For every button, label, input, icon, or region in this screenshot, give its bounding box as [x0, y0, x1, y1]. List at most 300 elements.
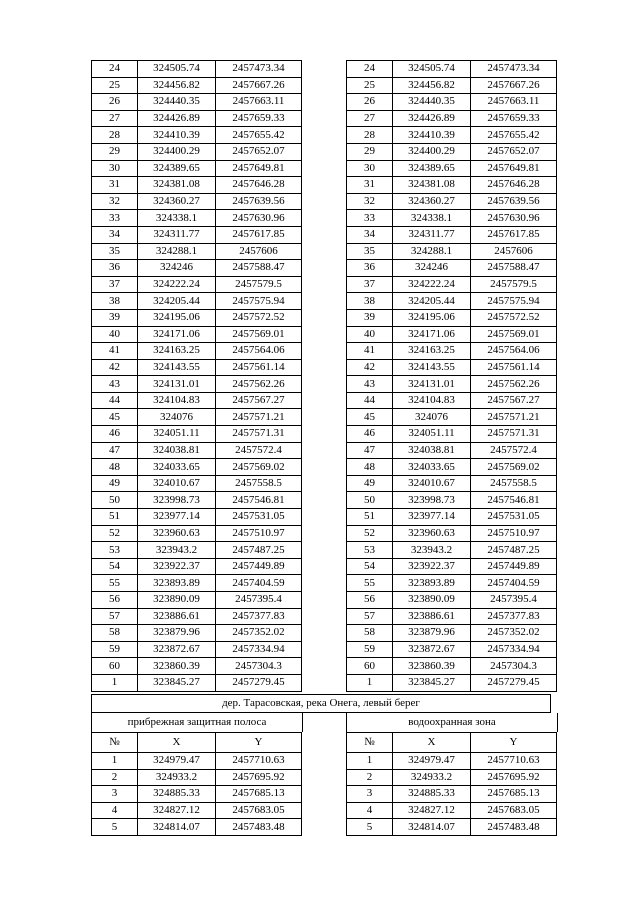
point-number-cell: 35	[92, 243, 138, 260]
table-row	[92, 542, 302, 559]
point-number-cell: 54	[92, 558, 138, 575]
x-coordinate-cell: 324311.77	[393, 226, 471, 243]
point-number-cell: 24	[92, 61, 138, 78]
x-coordinate-cell: 324505.74	[138, 61, 216, 78]
x-coordinate-cell: 323890.09	[393, 592, 471, 609]
point-number-cell: 42	[347, 359, 393, 376]
point-number-cell: 5	[92, 819, 138, 836]
point-number-cell: 46	[92, 426, 138, 443]
point-number-cell: 50	[347, 492, 393, 509]
table-row	[347, 819, 557, 836]
point-number-cell: 53	[92, 542, 138, 559]
x-coordinate-cell: 324885.33	[138, 786, 216, 803]
point-number-cell: 24	[347, 61, 393, 78]
point-number-cell: 32	[347, 193, 393, 210]
y-coordinate-cell: 2457572.4	[471, 442, 557, 459]
y-coordinate-cell: 2457558.5	[216, 475, 302, 492]
point-number-cell: 36	[347, 260, 393, 277]
y-coordinate-cell: 2457571.31	[471, 426, 557, 443]
table-row	[92, 127, 302, 144]
x-coordinate-cell: 324222.24	[138, 276, 216, 293]
point-number-cell: 43	[347, 376, 393, 393]
table-row	[92, 802, 302, 819]
y-coordinate-cell: 2457646.28	[216, 177, 302, 194]
table-row	[92, 492, 302, 509]
point-number-cell: 48	[347, 459, 393, 476]
x-coordinate-cell: 323922.37	[138, 558, 216, 575]
y-coordinate-cell: 2457304.3	[216, 658, 302, 675]
y-coordinate-cell: 2457663.11	[216, 94, 302, 111]
header-x: X	[393, 733, 471, 753]
table-row	[347, 409, 557, 426]
table-row	[347, 592, 557, 609]
x-coordinate-cell: 324827.12	[138, 802, 216, 819]
table-row	[92, 819, 302, 836]
x-coordinate-cell: 324143.55	[393, 359, 471, 376]
x-coordinate-cell: 324131.01	[138, 376, 216, 393]
y-coordinate-cell: 2457564.06	[471, 343, 557, 360]
point-number-cell: 25	[347, 77, 393, 94]
point-number-cell: 47	[92, 442, 138, 459]
x-coordinate-cell: 323998.73	[393, 492, 471, 509]
x-coordinate-cell: 324033.65	[393, 459, 471, 476]
y-coordinate-cell: 2457473.34	[471, 61, 557, 78]
x-coordinate-cell: 323872.67	[393, 641, 471, 658]
x-coordinate-cell: 324163.25	[393, 343, 471, 360]
point-number-cell: 50	[92, 492, 138, 509]
table-row	[347, 77, 557, 94]
y-coordinate-cell: 2457334.94	[471, 641, 557, 658]
x-coordinate-cell: 324814.07	[393, 819, 471, 836]
point-number-cell: 57	[347, 608, 393, 625]
x-coordinate-cell: 324038.81	[138, 442, 216, 459]
point-number-cell: 41	[347, 343, 393, 360]
table-row	[92, 641, 302, 658]
table-body	[347, 753, 557, 836]
x-coordinate-cell: 324076	[393, 409, 471, 426]
point-number-cell: 35	[347, 243, 393, 260]
x-coordinate-cell: 324104.83	[138, 392, 216, 409]
table-row	[92, 608, 302, 625]
x-coordinate-cell: 324010.67	[393, 475, 471, 492]
table-row	[347, 61, 557, 78]
point-number-cell: 37	[92, 276, 138, 293]
y-coordinate-cell: 2457531.05	[471, 509, 557, 526]
y-coordinate-cell: 2457659.33	[216, 110, 302, 127]
x-coordinate-cell: 323922.37	[393, 558, 471, 575]
point-number-cell: 48	[92, 459, 138, 476]
table-row	[92, 409, 302, 426]
table-row	[92, 426, 302, 443]
x-coordinate-cell: 324338.1	[393, 210, 471, 227]
y-coordinate-cell: 2457546.81	[471, 492, 557, 509]
table-row	[347, 193, 557, 210]
y-coordinate-cell: 2457571.21	[216, 409, 302, 426]
table-row	[347, 558, 557, 575]
table-row	[347, 293, 557, 310]
y-coordinate-cell: 2457695.92	[216, 769, 302, 786]
y-coordinate-cell: 2457652.07	[216, 143, 302, 160]
y-coordinate-cell: 2457531.05	[216, 509, 302, 526]
y-coordinate-cell: 2457395.4	[216, 592, 302, 609]
point-number-cell: 30	[347, 160, 393, 177]
point-number-cell: 32	[92, 193, 138, 210]
y-coordinate-cell: 2457558.5	[471, 475, 557, 492]
table-row	[347, 376, 557, 393]
point-number-cell: 31	[347, 177, 393, 194]
x-coordinate-cell: 323977.14	[138, 509, 216, 526]
x-coordinate-cell: 323890.09	[138, 592, 216, 609]
x-coordinate-cell: 323886.61	[393, 608, 471, 625]
x-coordinate-cell: 324288.1	[393, 243, 471, 260]
x-coordinate-cell: 324381.08	[393, 177, 471, 194]
table-row	[347, 127, 557, 144]
y-coordinate-cell: 2457617.85	[471, 226, 557, 243]
table-row	[92, 575, 302, 592]
point-number-cell: 4	[347, 802, 393, 819]
x-coordinate-cell: 324246	[138, 260, 216, 277]
point-number-cell: 40	[92, 326, 138, 343]
x-coordinate-cell: 323893.89	[138, 575, 216, 592]
table-row	[347, 525, 557, 542]
x-coordinate-cell: 324163.25	[138, 343, 216, 360]
y-coordinate-cell: 2457572.52	[216, 309, 302, 326]
y-coordinate-cell: 2457377.83	[471, 608, 557, 625]
point-number-cell: 56	[347, 592, 393, 609]
x-coordinate-cell: 324076	[138, 409, 216, 426]
y-coordinate-cell: 2457571.31	[216, 426, 302, 443]
y-coordinate-cell: 2457404.59	[471, 575, 557, 592]
y-coordinate-cell: 2457652.07	[471, 143, 557, 160]
table-row	[347, 753, 557, 770]
point-number-cell: 29	[347, 143, 393, 160]
x-coordinate-cell: 324456.82	[138, 77, 216, 94]
x-coordinate-cell: 324338.1	[138, 210, 216, 227]
x-coordinate-cell: 324195.06	[138, 309, 216, 326]
y-coordinate-cell: 2457567.27	[471, 392, 557, 409]
table-row	[92, 786, 302, 803]
point-number-cell: 55	[92, 575, 138, 592]
point-number-cell: 60	[92, 658, 138, 675]
right-table-caption: водоохранная зона	[346, 713, 558, 732]
x-coordinate-cell: 324051.11	[393, 426, 471, 443]
x-coordinate-cell: 323879.96	[138, 625, 216, 642]
table-row	[92, 61, 302, 78]
point-number-cell: 45	[92, 409, 138, 426]
x-coordinate-cell: 323845.27	[393, 674, 471, 691]
table-header-row	[92, 733, 302, 753]
y-coordinate-cell: 2457667.26	[471, 77, 557, 94]
y-coordinate-cell: 2457579.5	[216, 276, 302, 293]
point-number-cell: 25	[92, 77, 138, 94]
y-coordinate-cell: 2457352.02	[216, 625, 302, 642]
point-number-cell: 58	[92, 625, 138, 642]
point-number-cell: 31	[92, 177, 138, 194]
table-row	[92, 769, 302, 786]
point-number-cell: 34	[347, 226, 393, 243]
x-coordinate-cell: 324814.07	[138, 819, 216, 836]
x-coordinate-cell: 323860.39	[393, 658, 471, 675]
point-number-cell: 53	[347, 542, 393, 559]
y-coordinate-cell: 2457606	[216, 243, 302, 260]
point-number-cell: 2	[347, 769, 393, 786]
table-row	[92, 260, 302, 277]
y-coordinate-cell: 2457710.63	[216, 753, 302, 770]
x-coordinate-cell: 324360.27	[393, 193, 471, 210]
x-coordinate-cell: 324979.47	[393, 753, 471, 770]
coordinates-table-right	[346, 732, 557, 836]
point-number-cell: 51	[347, 509, 393, 526]
table-row	[347, 359, 557, 376]
coordinates-table-left-continued	[91, 60, 302, 692]
table-row	[347, 658, 557, 675]
x-coordinate-cell: 324933.2	[138, 769, 216, 786]
y-coordinate-cell: 2457569.01	[216, 326, 302, 343]
point-number-cell: 49	[347, 475, 393, 492]
point-number-cell: 54	[347, 558, 393, 575]
table-row	[347, 426, 557, 443]
y-coordinate-cell: 2457483.48	[471, 819, 557, 836]
y-coordinate-cell: 2457377.83	[216, 608, 302, 625]
table-row	[347, 392, 557, 409]
point-number-cell: 49	[92, 475, 138, 492]
y-coordinate-cell: 2457510.97	[216, 525, 302, 542]
table-row	[92, 177, 302, 194]
point-number-cell: 45	[347, 409, 393, 426]
table-row	[92, 210, 302, 227]
y-coordinate-cell: 2457579.5	[471, 276, 557, 293]
x-coordinate-cell: 323893.89	[393, 575, 471, 592]
y-coordinate-cell: 2457279.45	[216, 674, 302, 691]
point-number-cell: 39	[92, 309, 138, 326]
x-coordinate-cell: 324933.2	[393, 769, 471, 786]
table-row	[92, 226, 302, 243]
point-number-cell: 55	[347, 575, 393, 592]
point-number-cell: 33	[347, 210, 393, 227]
x-coordinate-cell: 324171.06	[393, 326, 471, 343]
table-row	[92, 243, 302, 260]
point-number-cell: 1	[347, 753, 393, 770]
y-coordinate-cell: 2457630.96	[216, 210, 302, 227]
x-coordinate-cell: 324038.81	[393, 442, 471, 459]
x-coordinate-cell: 324885.33	[393, 786, 471, 803]
y-coordinate-cell: 2457639.56	[216, 193, 302, 210]
table-row	[347, 226, 557, 243]
y-coordinate-cell: 2457449.89	[216, 558, 302, 575]
table-row	[347, 802, 557, 819]
y-coordinate-cell: 2457606	[471, 243, 557, 260]
point-number-cell: 60	[347, 658, 393, 675]
table-row	[347, 442, 557, 459]
header-x: X	[138, 733, 216, 753]
table-row	[347, 769, 557, 786]
left-table-caption: прибрежная защитная полоса	[91, 713, 303, 732]
point-number-cell: 41	[92, 343, 138, 360]
y-coordinate-cell: 2457483.48	[216, 819, 302, 836]
y-coordinate-cell: 2457572.52	[471, 309, 557, 326]
x-coordinate-cell: 323943.2	[393, 542, 471, 559]
x-coordinate-cell: 324010.67	[138, 475, 216, 492]
table-row	[347, 641, 557, 658]
coordinates-table-right-continued	[346, 60, 557, 692]
x-coordinate-cell: 324410.39	[138, 127, 216, 144]
table-row	[92, 376, 302, 393]
table-row	[347, 210, 557, 227]
table-row	[92, 509, 302, 526]
x-coordinate-cell: 324389.65	[138, 160, 216, 177]
table-row	[347, 475, 557, 492]
x-coordinate-cell: 324131.01	[393, 376, 471, 393]
y-coordinate-cell: 2457655.42	[216, 127, 302, 144]
x-coordinate-cell: 323943.2	[138, 542, 216, 559]
point-number-cell: 56	[92, 592, 138, 609]
point-number-cell: 30	[92, 160, 138, 177]
point-number-cell: 44	[92, 392, 138, 409]
y-coordinate-cell: 2457352.02	[471, 625, 557, 642]
y-coordinate-cell: 2457667.26	[216, 77, 302, 94]
y-coordinate-cell: 2457617.85	[216, 226, 302, 243]
point-number-cell: 37	[347, 276, 393, 293]
point-number-cell: 2	[92, 769, 138, 786]
section-title: дер. Тарасовская, река Онега, левый берег	[91, 694, 551, 713]
table-row	[92, 309, 302, 326]
y-coordinate-cell: 2457304.3	[471, 658, 557, 675]
point-number-cell: 46	[347, 426, 393, 443]
table-row	[92, 753, 302, 770]
y-coordinate-cell: 2457710.63	[471, 753, 557, 770]
table-row	[347, 160, 557, 177]
y-coordinate-cell: 2457561.14	[216, 359, 302, 376]
header-y: Y	[471, 733, 557, 753]
table-row	[92, 293, 302, 310]
table-row	[92, 193, 302, 210]
point-number-cell: 58	[347, 625, 393, 642]
table-row	[347, 575, 557, 592]
point-number-cell: 44	[347, 392, 393, 409]
table-row	[92, 143, 302, 160]
x-coordinate-cell: 323998.73	[138, 492, 216, 509]
x-coordinate-cell: 324051.11	[138, 426, 216, 443]
x-coordinate-cell: 324143.55	[138, 359, 216, 376]
table-row	[92, 625, 302, 642]
x-coordinate-cell: 323879.96	[393, 625, 471, 642]
y-coordinate-cell: 2457655.42	[471, 127, 557, 144]
x-coordinate-cell: 324288.1	[138, 243, 216, 260]
x-coordinate-cell: 324205.44	[393, 293, 471, 310]
x-coordinate-cell: 324440.35	[138, 94, 216, 111]
y-coordinate-cell: 2457569.02	[471, 459, 557, 476]
y-coordinate-cell: 2457649.81	[471, 160, 557, 177]
x-coordinate-cell: 324505.74	[393, 61, 471, 78]
table-row	[92, 110, 302, 127]
table-row	[92, 558, 302, 575]
table-row	[92, 475, 302, 492]
table-row	[92, 160, 302, 177]
x-coordinate-cell: 323960.63	[393, 525, 471, 542]
x-coordinate-cell: 324171.06	[138, 326, 216, 343]
x-coordinate-cell: 324400.29	[138, 143, 216, 160]
y-coordinate-cell: 2457639.56	[471, 193, 557, 210]
y-coordinate-cell: 2457395.4	[471, 592, 557, 609]
header-y: Y	[216, 733, 302, 753]
x-coordinate-cell: 324426.89	[393, 110, 471, 127]
table-row	[347, 509, 557, 526]
point-number-cell: 5	[347, 819, 393, 836]
point-number-cell: 38	[347, 293, 393, 310]
table-row	[92, 674, 302, 691]
y-coordinate-cell: 2457334.94	[216, 641, 302, 658]
y-coordinate-cell: 2457630.96	[471, 210, 557, 227]
table-row	[347, 143, 557, 160]
y-coordinate-cell: 2457685.13	[471, 786, 557, 803]
x-coordinate-cell: 324311.77	[138, 226, 216, 243]
point-number-cell: 26	[92, 94, 138, 111]
y-coordinate-cell: 2457567.27	[216, 392, 302, 409]
x-coordinate-cell: 323886.61	[138, 608, 216, 625]
point-number-cell: 1	[92, 674, 138, 691]
table-row	[347, 177, 557, 194]
y-coordinate-cell: 2457564.06	[216, 343, 302, 360]
x-coordinate-cell: 323860.39	[138, 658, 216, 675]
table-body	[92, 61, 302, 692]
x-coordinate-cell: 324440.35	[393, 94, 471, 111]
x-coordinate-cell: 324195.06	[393, 309, 471, 326]
table-row	[347, 276, 557, 293]
y-coordinate-cell: 2457473.34	[216, 61, 302, 78]
point-number-cell: 39	[347, 309, 393, 326]
table-row	[347, 608, 557, 625]
table-row	[347, 94, 557, 111]
y-coordinate-cell: 2457279.45	[471, 674, 557, 691]
point-number-cell: 27	[92, 110, 138, 127]
y-coordinate-cell: 2457685.13	[216, 786, 302, 803]
table-row	[347, 625, 557, 642]
table-row	[347, 786, 557, 803]
table-row	[347, 459, 557, 476]
y-coordinate-cell: 2457569.02	[216, 459, 302, 476]
table-row	[347, 110, 557, 127]
x-coordinate-cell: 323960.63	[138, 525, 216, 542]
point-number-cell: 28	[92, 127, 138, 144]
y-coordinate-cell: 2457487.25	[471, 542, 557, 559]
y-coordinate-cell: 2457575.94	[471, 293, 557, 310]
x-coordinate-cell: 324426.89	[138, 110, 216, 127]
y-coordinate-cell: 2457659.33	[471, 110, 557, 127]
x-coordinate-cell: 324205.44	[138, 293, 216, 310]
point-number-cell: 47	[347, 442, 393, 459]
y-coordinate-cell: 2457571.21	[471, 409, 557, 426]
y-coordinate-cell: 2457588.47	[471, 260, 557, 277]
y-coordinate-cell: 2457663.11	[471, 94, 557, 111]
table-row	[92, 276, 302, 293]
y-coordinate-cell: 2457683.05	[471, 802, 557, 819]
x-coordinate-cell: 323845.27	[138, 674, 216, 691]
point-number-cell: 36	[92, 260, 138, 277]
y-coordinate-cell: 2457562.26	[471, 376, 557, 393]
y-coordinate-cell: 2457561.14	[471, 359, 557, 376]
point-number-cell: 40	[347, 326, 393, 343]
point-number-cell: 38	[92, 293, 138, 310]
x-coordinate-cell: 324389.65	[393, 160, 471, 177]
point-number-cell: 42	[92, 359, 138, 376]
header-number: №	[347, 733, 393, 753]
coordinates-table-left	[91, 732, 302, 836]
point-number-cell: 1	[347, 674, 393, 691]
y-coordinate-cell: 2457588.47	[216, 260, 302, 277]
y-coordinate-cell: 2457695.92	[471, 769, 557, 786]
table-body	[347, 61, 557, 692]
y-coordinate-cell: 2457546.81	[216, 492, 302, 509]
